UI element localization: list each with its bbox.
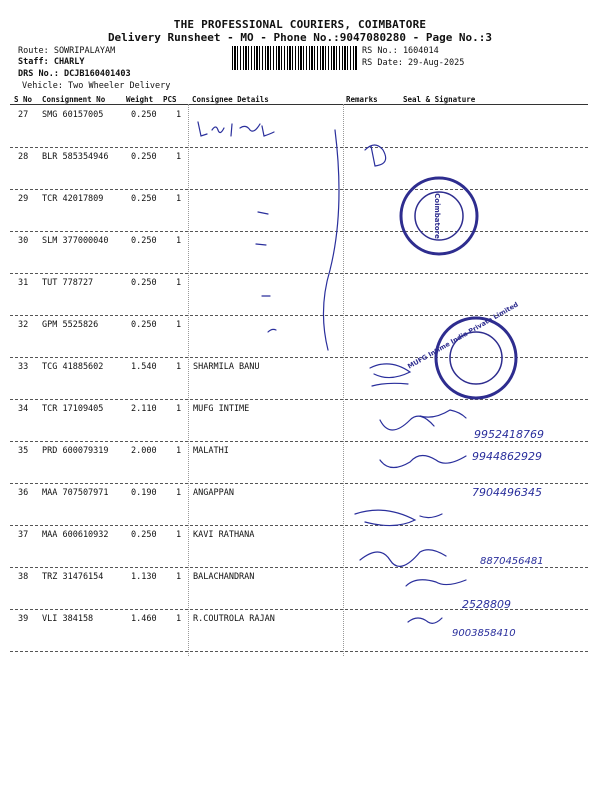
dash-mark (268, 329, 276, 332)
row-sno: 28 (18, 152, 29, 162)
signature-scribble (380, 410, 466, 430)
row-weight: 0.250 (131, 530, 157, 540)
header-pcs: PCS (163, 95, 177, 104)
row-consignment: GPM 5525826 (42, 320, 99, 330)
handwritten-phone: 2528809 (462, 598, 511, 611)
company-stamp (401, 178, 477, 254)
row-weight: 0.250 (131, 320, 157, 330)
signature-scribble (355, 510, 442, 525)
handwritten-phone: 7904496345 (472, 486, 542, 499)
row-consignment: MAA 600610932 (42, 530, 109, 540)
row-pcs: 1 (176, 362, 182, 372)
row-pcs: 1 (176, 320, 182, 330)
vehicle-label: Vehicle: Two Wheeler Delivery (22, 81, 171, 91)
signature-scribble (408, 618, 442, 623)
row-consignee: ANGAPPAN (193, 488, 234, 498)
row-weight: 0.250 (131, 110, 157, 120)
row-weight: 0.190 (131, 488, 157, 498)
dash-mark (258, 212, 268, 214)
row-consignment: VLI 384158 (42, 614, 94, 624)
row-weight: 0.250 (131, 152, 157, 162)
row-consignment: TRZ 31476154 (42, 572, 104, 582)
header-seal: Seal & Signature (403, 95, 476, 104)
signature-scribble (360, 550, 446, 567)
row-weight: 0.250 (131, 278, 157, 288)
row-consignment: BLR 585354946 (42, 152, 109, 162)
row-weight: 1.130 (131, 572, 157, 582)
row-sno: 29 (18, 194, 29, 204)
handwritten-phone: 9003858410 (452, 628, 516, 639)
row-sno: 37 (18, 530, 29, 540)
row-sno: 34 (18, 404, 29, 414)
handwritten-phone: 9944862929 (472, 450, 542, 463)
dash-mark (256, 244, 266, 245)
header-sno: S No (14, 95, 33, 104)
signature-scribble (370, 364, 410, 386)
row-pcs: 1 (176, 236, 182, 246)
signature-scribble (406, 580, 466, 586)
stamp-text: Coimbatore (433, 193, 441, 239)
row-pcs: 1 (176, 614, 182, 624)
runsheet-title: THE PROFESSIONAL COURIERS, COIMBATORE (173, 18, 427, 31)
row-pcs: 1 (176, 488, 182, 498)
row-consignment: TCG 41885602 (42, 362, 104, 372)
row-sno: 36 (18, 488, 29, 498)
row-sno: 39 (18, 614, 29, 624)
row-pcs: 1 (176, 278, 182, 288)
signature-scribble (380, 455, 466, 467)
row-consignment: TCR 42017809 (42, 194, 104, 204)
row-consignment: TCR 17109405 (42, 404, 104, 414)
rs-number: RS No.: 1604014 (362, 46, 439, 56)
row-pcs: 1 (176, 404, 182, 414)
header-consignment: Consignment No (42, 95, 106, 104)
signature-scribble (365, 145, 386, 166)
header-weight: Weight (126, 95, 154, 104)
route-label: Route: SOWRIPALAYAM (18, 46, 116, 56)
row-consignee: SHARMILA BANU (193, 362, 260, 372)
row-weight: 1.540 (131, 362, 157, 372)
row-weight: 0.250 (131, 194, 157, 204)
header-consignee: Consignee Details (192, 95, 269, 104)
row-consignment: SMG 60157005 (42, 110, 104, 120)
row-sno: 30 (18, 236, 29, 246)
row-weight: 1.460 (131, 614, 157, 624)
row-weight: 2.000 (131, 446, 157, 456)
row-consignee: MALATHI (193, 446, 229, 456)
stamp-text: MUFG Intime India Private Limited (406, 300, 520, 371)
row-pcs: 1 (176, 572, 182, 582)
row-consignee: R.COUTROLA RAJAN (193, 614, 275, 624)
row-consignee: BALACHANDRAN (193, 572, 255, 582)
row-pcs: 1 (176, 110, 182, 120)
row-sno: 33 (18, 362, 29, 372)
row-pcs: 1 (176, 194, 182, 204)
rs-date: RS Date: 29-Aug-2025 (362, 58, 465, 68)
row-weight: 2.110 (131, 404, 157, 414)
row-sno: 38 (18, 572, 29, 582)
bracket-line (323, 130, 339, 350)
row-consignment: PRD 600079319 (42, 446, 109, 456)
runsheet-subtitle: Delivery Runsheet - MO - Phone No.:9047080280 - Page No.:3 (107, 31, 493, 44)
header-remarks: Remarks (346, 95, 378, 104)
row-consignee: KAVI RATHANA (193, 530, 255, 540)
company-stamp (406, 300, 520, 398)
row-consignment: TUT 778727 (42, 278, 94, 288)
row-sno: 31 (18, 278, 29, 288)
row-weight: 0.250 (131, 236, 157, 246)
signature-scribble (198, 122, 274, 136)
row-pcs: 1 (176, 530, 182, 540)
handwritten-phone: 8870456481 (480, 556, 544, 567)
row-pcs: 1 (176, 446, 182, 456)
row-consignment: SLM 377000040 (42, 236, 109, 246)
row-sno: 32 (18, 320, 29, 330)
row-sno: 35 (18, 446, 29, 456)
row-sno: 27 (18, 110, 29, 120)
row-pcs: 1 (176, 152, 182, 162)
drs-label: DRS No.: DCJB160401403 (18, 69, 131, 79)
handwritten-phone: 9952418769 (474, 428, 544, 441)
row-consignment: MAA 707507971 (42, 488, 109, 498)
row-consignee: MUFG INTIME (193, 404, 250, 414)
staff-label: Staff: CHARLY (18, 57, 85, 67)
